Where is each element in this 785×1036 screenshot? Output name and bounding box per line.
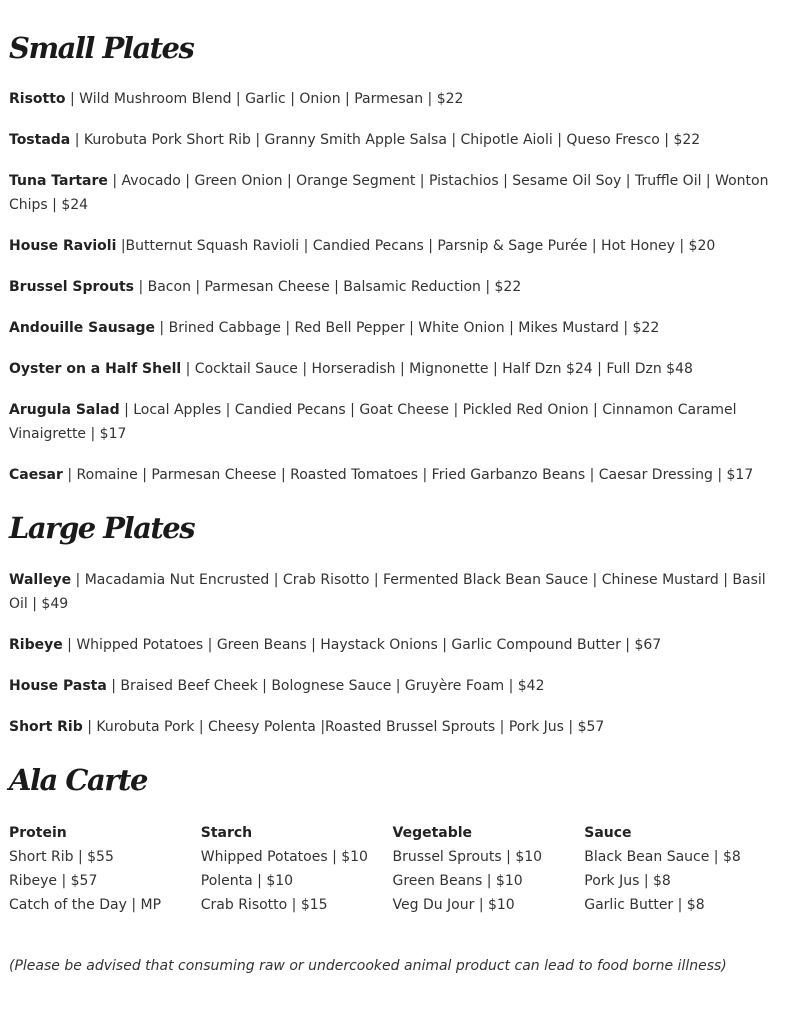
list-item: Short Rib | $55: [9, 849, 114, 865]
item-description: | Romaine | Parmesan Cheese | Roasted Tomatoes | Fried Garbanzo Beans | Caesar Dressing | $17: [62, 467, 754, 483]
menu-item: [9, 169, 776, 217]
menu-item: [9, 316, 776, 340]
menu-page: [0, 24, 785, 978]
a-la-carte-column-starch: [201, 821, 393, 917]
menu-item: [9, 463, 776, 487]
item-name: House Ravioli: [9, 238, 117, 254]
menu-item: [9, 357, 776, 381]
large-plates-heading: Large Plates: [9, 511, 195, 545]
item-description: | Local Apples | Candied Pecans | Goat Cheese | Pickled Red Onion | Cinnamon Caramel Vinaigrette | $17: [9, 402, 737, 442]
item-name: Tostada: [9, 132, 71, 148]
item-name: Arugula Salad: [9, 402, 120, 418]
a-la-carte-table: [9, 821, 776, 917]
item-name: Caesar: [9, 467, 63, 483]
menu-item: [9, 87, 776, 111]
list-item: Catch of the Day | MP: [9, 897, 162, 913]
list-item: Garlic Butter | $8: [584, 897, 705, 913]
item-name: Walleye: [9, 572, 72, 588]
item-description: | Cocktail Sauce | Horseradish | Mignonette | Half Dzn $24 | Full Dzn $48: [181, 361, 693, 377]
item-description: | Kurobuta Pork | Cheesy Polenta |Roasted Brussel Sprouts | Pork Jus | $57: [82, 719, 605, 735]
list-item: Ribeye | $57: [9, 873, 98, 889]
menu-item: [9, 633, 776, 657]
item-name: House Pasta: [9, 678, 107, 694]
column-heading: Protein: [9, 825, 67, 841]
item-description: | Whipped Potatoes | Green Beans | Haystack Onions | Garlic Compound Butter | $67: [62, 637, 662, 653]
item-name: Tuna Tartare: [9, 173, 108, 189]
item-description: | Brined Cabbage | Red Bell Pepper | White Onion | Mikes Mustard | $22: [154, 320, 660, 336]
menu-item: [9, 674, 776, 698]
small-plates-list: [9, 87, 776, 487]
list-item: Crab Risotto | $15: [200, 897, 328, 913]
a-la-carte-column-protein: [9, 821, 201, 917]
a-la-carte-heading: Ala Carte: [9, 763, 147, 797]
item-description: | Avocado | Green Onion | Orange Segment | Pistachios | Sesame Oil Soy | Truffle Oil | Wonton Chips | $24: [9, 173, 769, 213]
item-name: Oyster on a Half Shell: [9, 361, 182, 377]
food-safety-disclaimer: (Please be advised that consuming raw or undercooked animal product can lead to food borne illness): [9, 958, 727, 974]
menu-item: [9, 398, 776, 446]
small-plates-heading: Small Plates: [9, 31, 194, 65]
item-description: |Butternut Squash Ravioli | Candied Pecans | Parsnip & Sage Purée | Hot Honey | $20: [116, 238, 716, 254]
item-name: Ribeye: [9, 637, 63, 653]
menu-item: [9, 128, 776, 152]
list-item: Veg Du Jour | $10: [392, 897, 515, 913]
item-name: Risotto: [9, 91, 66, 107]
item-name: Short Rib: [9, 719, 83, 735]
menu-item: [9, 715, 776, 739]
menu-item: [9, 234, 776, 258]
list-item: Black Bean Sauce | $8: [584, 849, 741, 865]
item-description: | Bacon | Parmesan Cheese | Balsamic Reduction | $22: [134, 279, 522, 295]
a-la-carte-column-sauce: [584, 821, 776, 917]
item-name: Brussel Sprouts: [9, 279, 134, 295]
list-item: Brussel Sprouts | $10: [392, 849, 543, 865]
item-description: | Braised Beef Cheek | Bolognese Sauce | Gruyère Foam | $42: [106, 678, 545, 694]
list-item: Pork Jus | $8: [584, 873, 671, 889]
a-la-carte-column-vegetable: [393, 821, 585, 917]
column-heading: Starch: [200, 825, 253, 841]
large-plates-list: [9, 568, 776, 739]
item-name: Andouille Sausage: [9, 320, 155, 336]
menu-item: [9, 568, 776, 616]
column-heading: Sauce: [584, 825, 632, 841]
item-description: | Wild Mushroom Blend | Garlic | Onion | Parmesan | $22: [65, 91, 464, 107]
list-item: Green Beans | $10: [392, 873, 523, 889]
column-heading: Vegetable: [392, 825, 473, 841]
list-item: Polenta | $10: [200, 873, 294, 889]
menu-item: [9, 275, 776, 299]
item-description: | Kurobuta Pork Short Rib | Granny Smith Apple Salsa | Chipotle Aioli | Queso Fresco | $22: [70, 132, 701, 148]
list-item: Whipped Potatoes | $10: [200, 849, 368, 865]
item-description: | Macadamia Nut Encrusted | Crab Risotto | Fermented Black Bean Sauce | Chinese Mustard | Basil Oil | $49: [9, 572, 766, 612]
